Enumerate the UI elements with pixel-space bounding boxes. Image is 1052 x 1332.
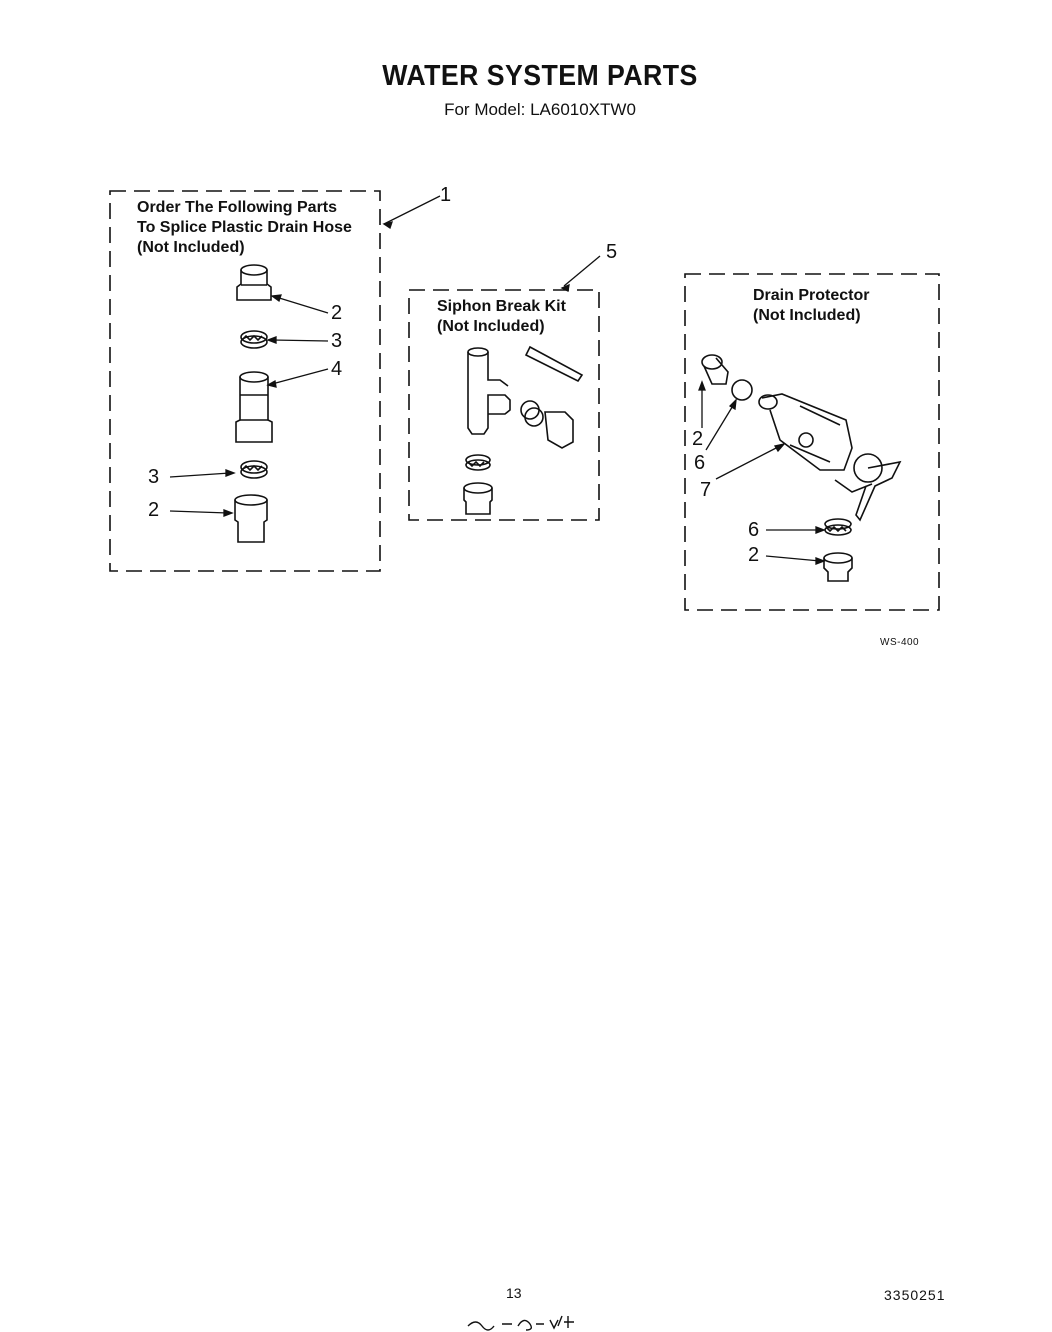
callout-5: 5 <box>606 241 618 263</box>
callout-splice-3-top: 3 <box>331 330 343 352</box>
callout-splice-4: 4 <box>331 358 343 380</box>
callout-splice-2-bottom: 2 <box>148 499 160 521</box>
page-number: 13 <box>506 1285 522 1301</box>
callout-drain-2-top: 2 <box>692 428 704 450</box>
siphon-parts <box>464 347 582 514</box>
page-title: WATER SYSTEM PARTS <box>382 60 698 92</box>
handwritten-note <box>468 1316 574 1330</box>
callout-splice-3-bottom: 3 <box>148 466 160 488</box>
callout-drain-2-bottom: 2 <box>748 544 760 566</box>
callout-drain-6-top: 6 <box>694 452 706 474</box>
callout-drain-7: 7 <box>700 479 712 501</box>
document-number: 3350251 <box>884 1287 946 1303</box>
figure-code: WS-400 <box>880 637 920 648</box>
drain-group-label: Drain Protector (Not Included) <box>753 287 870 324</box>
callout-splice-2-top: 2 <box>331 302 343 324</box>
splice-group-label: Order The Following Parts To Splice Plastic Drain Hose (Not Included) <box>137 199 352 256</box>
splice-parts <box>235 265 272 542</box>
siphon-group-label: Siphon Break Kit (Not Included) <box>437 298 566 335</box>
model-subtitle: For Model: LA6010XTW0 <box>444 100 636 119</box>
drain-parts <box>702 355 900 581</box>
callout-1: 1 <box>440 184 452 206</box>
callout-drain-6-bottom: 6 <box>748 519 760 541</box>
